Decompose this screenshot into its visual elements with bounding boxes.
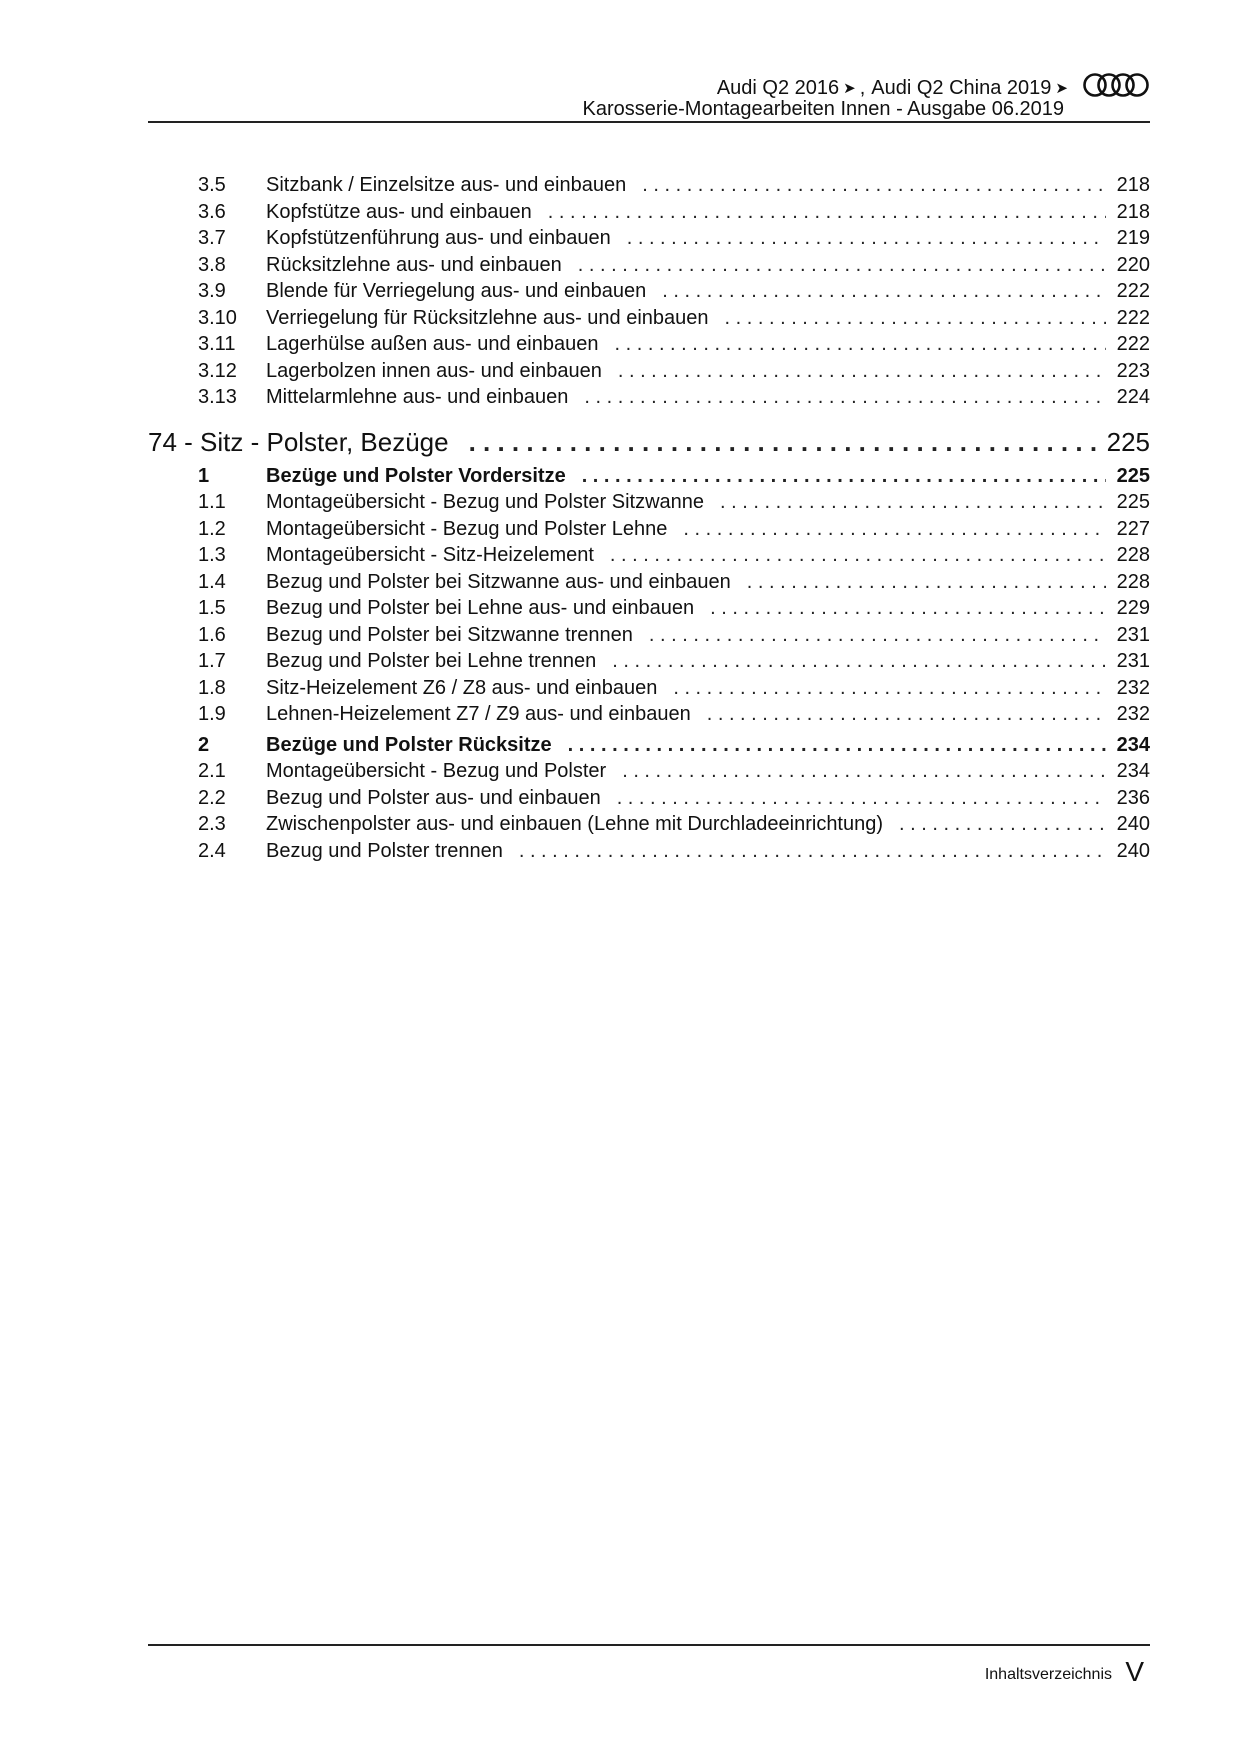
toc-title: Mittelarmlehne aus- und einbauen xyxy=(266,386,569,408)
toc-page: 223 xyxy=(1116,359,1150,382)
toc-leader-dots xyxy=(707,703,1106,726)
header-divider xyxy=(148,121,1150,123)
toc-title: Lagerhülse außen aus- und einbauen xyxy=(266,333,599,355)
toc-leader-dots xyxy=(568,734,1106,757)
toc-page: 220 xyxy=(1116,253,1150,276)
toc-entry[interactable] xyxy=(148,597,1150,624)
arrow-right-icon: ➤ xyxy=(843,80,856,97)
toc-entry[interactable] xyxy=(148,703,1150,730)
toc-entry[interactable] xyxy=(148,813,1150,840)
toc-entry[interactable] xyxy=(148,787,1150,814)
toc-title: Bezug und Polster bei Sitzwanne trennen xyxy=(266,623,633,646)
toc-entry[interactable] xyxy=(148,254,1150,281)
toc-entry[interactable] xyxy=(148,333,1150,360)
toc-number: 3.9 xyxy=(198,280,226,302)
toc-page: 234 xyxy=(1116,760,1150,782)
toc-number: 1.3 xyxy=(198,544,226,566)
toc-title: Lagerbolzen innen aus- und einbauen xyxy=(266,359,602,382)
toc-page: 224 xyxy=(1116,386,1150,408)
toc-leader-dots xyxy=(673,677,1106,700)
toc-page: 232 xyxy=(1116,703,1150,725)
toc-page: 225 xyxy=(1116,491,1150,513)
toc-leader-dots xyxy=(627,227,1106,250)
toc-leader-dots xyxy=(642,174,1106,197)
toc-number: 3.8 xyxy=(198,253,226,276)
toc-page: 240 xyxy=(1116,839,1150,862)
toc-entry[interactable] xyxy=(148,491,1150,518)
toc-entry[interactable] xyxy=(148,386,1150,413)
toc-number: 3.11 xyxy=(198,333,236,355)
toc-section-2-items xyxy=(148,760,1150,866)
toc-page: 232 xyxy=(1116,676,1150,699)
toc-title: Sitz-Heizelement Z6 / Z8 aus- und einbauen xyxy=(266,676,658,699)
toc-entry[interactable] xyxy=(148,571,1150,598)
table-of-contents xyxy=(148,174,1150,866)
toc-title: Lehnen-Heizelement Z7 / Z9 aus- und einbauen xyxy=(266,703,691,725)
toc-entry[interactable] xyxy=(148,840,1150,867)
toc-title: Montageübersicht - Sitz-Heizelement xyxy=(266,544,594,566)
toc-entry[interactable] xyxy=(148,677,1150,704)
toc-leader-dots xyxy=(683,518,1106,541)
toc-title: Bezug und Polster trennen xyxy=(266,839,503,862)
toc-number: 3.13 xyxy=(198,386,237,408)
toc-title: Kopfstützenführung aus- und einbauen xyxy=(266,227,611,249)
toc-section-3-items xyxy=(148,174,1150,413)
toc-leader-dots xyxy=(618,360,1106,383)
toc-number: 1.7 xyxy=(198,650,226,672)
header-subtitle: Karosserie-Montagearbeiten Innen - Ausgabe 06.2019 xyxy=(582,98,1064,120)
model-1: Audi Q2 2016 xyxy=(716,76,840,99)
toc-number: 3.12 xyxy=(198,359,237,382)
toc-number: 3.7 xyxy=(198,227,226,249)
toc-chapter-title: 74 - Sitz - Polster, Bezüge xyxy=(148,426,449,457)
toc-number: 1.4 xyxy=(198,570,226,593)
toc-number: 3.10 xyxy=(198,306,237,329)
toc-leader-dots xyxy=(710,597,1106,620)
toc-entry[interactable] xyxy=(148,760,1150,787)
toc-title: Sitzbank / Einzelsitze aus- und einbauen xyxy=(266,174,627,196)
arrow-right-icon: ➤ xyxy=(1055,80,1068,97)
toc-page: 222 xyxy=(1116,306,1150,329)
toc-leader-dots xyxy=(725,307,1106,330)
toc-title: Bezug und Polster aus- und einbauen xyxy=(266,786,601,809)
toc-entry[interactable] xyxy=(148,280,1150,307)
toc-section-1[interactable] xyxy=(148,465,1150,492)
toc-leader-dots xyxy=(622,760,1106,783)
toc-page: 231 xyxy=(1116,650,1150,672)
toc-page: 227 xyxy=(1116,517,1150,540)
toc-number: 2.3 xyxy=(198,813,226,835)
toc-leader-dots xyxy=(649,624,1106,647)
toc-number: 2.4 xyxy=(198,839,226,862)
toc-leader-dots xyxy=(617,787,1106,810)
toc-entry[interactable] xyxy=(148,624,1150,651)
footer-divider xyxy=(148,1644,1150,1646)
toc-leader-dots xyxy=(519,840,1106,863)
toc-title: Bezug und Polster bei Lehne trennen xyxy=(266,650,597,672)
toc-page: 228 xyxy=(1116,544,1150,566)
toc-section-2[interactable] xyxy=(148,734,1150,761)
toc-page: 222 xyxy=(1116,280,1150,302)
toc-leader-dots xyxy=(612,650,1106,673)
toc-chapter-page: 225 xyxy=(1106,426,1150,457)
toc-page: 219 xyxy=(1116,227,1150,249)
toc-title: Rücksitzlehne aus- und einbauen xyxy=(266,253,562,276)
toc-title: Kopfstütze aus- und einbauen xyxy=(266,200,532,223)
audi-rings-logo-icon xyxy=(1082,72,1150,104)
toc-page: 231 xyxy=(1116,623,1150,646)
toc-page: 225 xyxy=(1116,464,1150,487)
model-2: Audi Q2 China 2019 xyxy=(871,76,1052,99)
toc-entry[interactable] xyxy=(148,360,1150,387)
toc-number: 1.9 xyxy=(198,703,226,725)
toc-entry[interactable] xyxy=(148,174,1150,201)
toc-number: 1.5 xyxy=(198,597,226,619)
toc-chapter-74[interactable] xyxy=(148,427,1150,463)
toc-page: 234 xyxy=(1116,733,1150,756)
toc-entry[interactable] xyxy=(148,544,1150,571)
model-separator: , xyxy=(859,76,866,99)
toc-entry[interactable] xyxy=(148,518,1150,545)
toc-entry[interactable] xyxy=(148,307,1150,334)
toc-number: 1.1 xyxy=(198,491,226,513)
toc-number: 1.8 xyxy=(198,676,226,699)
toc-entry[interactable] xyxy=(148,650,1150,677)
toc-page: 228 xyxy=(1116,570,1150,593)
toc-number: 1 xyxy=(198,464,210,487)
toc-title: Bezug und Polster bei Lehne aus- und einbauen xyxy=(266,597,695,619)
toc-title: Montageübersicht - Bezug und Polster Sitzwanne xyxy=(266,491,705,513)
toc-title: Zwischenpolster aus- und einbauen (Lehne mit Durchladeeinrichtung) xyxy=(266,813,884,835)
toc-title: Blende für Verriegelung aus- und einbauen xyxy=(266,280,647,302)
footer-page-number: V xyxy=(1125,1656,1144,1687)
toc-leader-dots xyxy=(582,465,1106,488)
toc-title: Verriegelung für Rücksitzlehne aus- und einbauen xyxy=(266,306,709,329)
toc-title: Bezüge und Polster Vordersitze xyxy=(266,464,566,487)
toc-page: 236 xyxy=(1116,786,1150,809)
toc-leader-dots xyxy=(720,491,1106,514)
toc-title: Bezug und Polster bei Sitzwanne aus- und einbauen xyxy=(266,570,731,593)
toc-page: 218 xyxy=(1116,200,1150,223)
toc-title: Montageübersicht - Bezug und Polster xyxy=(266,760,607,782)
toc-number: 1.6 xyxy=(198,623,226,646)
toc-page: 222 xyxy=(1116,333,1150,355)
toc-leader-dots xyxy=(614,333,1106,356)
toc-leader-dots xyxy=(662,280,1106,303)
toc-entry[interactable] xyxy=(148,227,1150,254)
toc-number: 3.5 xyxy=(198,174,226,196)
toc-page: 240 xyxy=(1116,813,1150,835)
toc-number: 2.2 xyxy=(198,786,226,809)
toc-leader-dots xyxy=(578,254,1106,277)
toc-number: 1.2 xyxy=(198,517,226,540)
toc-number: 2.1 xyxy=(198,760,226,782)
footer-label: Inhaltsverzeichnis xyxy=(984,1666,1112,1683)
toc-page: 218 xyxy=(1116,174,1150,196)
toc-leader-dots xyxy=(584,386,1106,409)
toc-section-1-items xyxy=(148,491,1150,730)
toc-page: 229 xyxy=(1116,597,1150,619)
toc-leader-dots xyxy=(747,571,1106,594)
toc-entry[interactable] xyxy=(148,201,1150,228)
toc-number: 2 xyxy=(198,733,210,756)
toc-title: Montageübersicht - Bezug und Polster Lehne xyxy=(266,517,668,540)
toc-leader-dots xyxy=(469,427,1097,458)
toc-leader-dots xyxy=(899,813,1106,836)
toc-leader-dots xyxy=(610,544,1106,567)
toc-number: 3.6 xyxy=(198,200,226,223)
toc-title: Bezüge und Polster Rücksitze xyxy=(266,733,552,756)
toc-leader-dots xyxy=(548,201,1106,224)
